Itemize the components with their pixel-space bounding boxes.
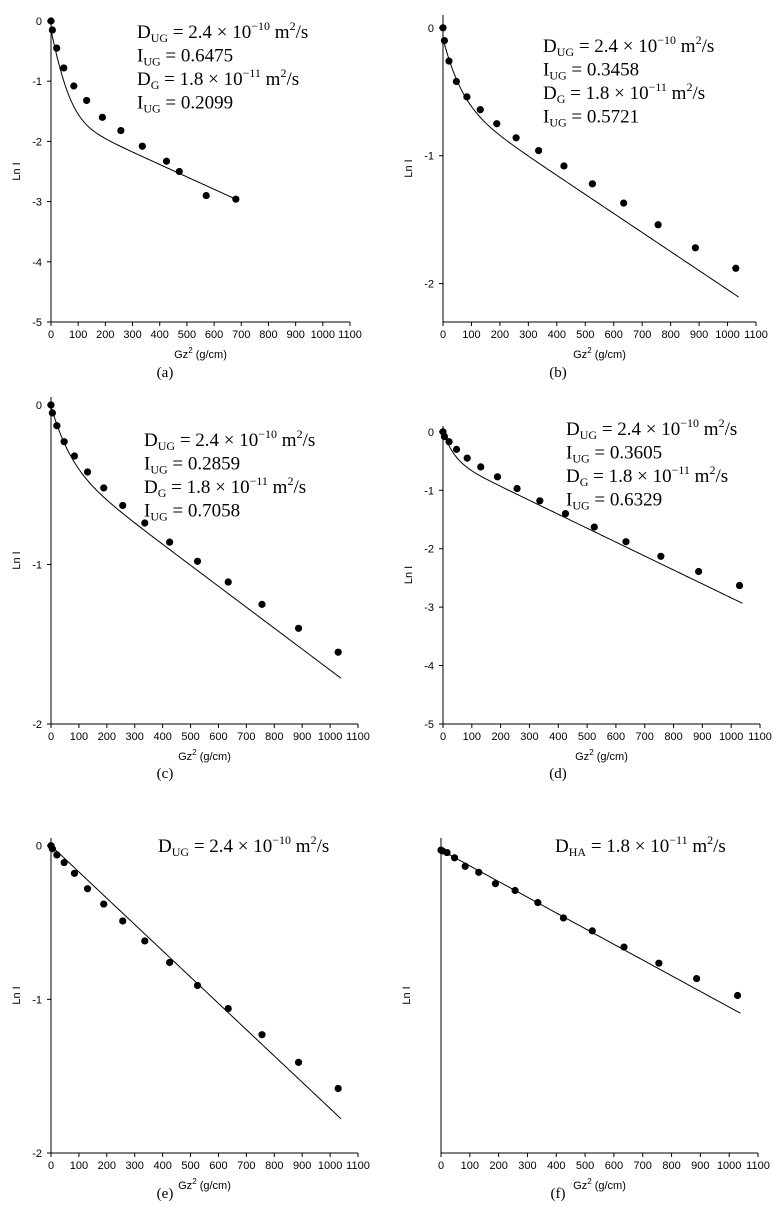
- data-point: [203, 192, 210, 199]
- data-point: [60, 64, 67, 71]
- data-point: [439, 24, 446, 31]
- y-tick-label: -1: [424, 150, 434, 163]
- data-point: [100, 900, 107, 907]
- panel-caption: (f): [550, 1186, 566, 1202]
- x-tick-label: 100: [69, 329, 88, 341]
- x-tick-label: 1000: [716, 1160, 742, 1172]
- x-tick-label: 800: [661, 329, 680, 341]
- data-point: [61, 438, 68, 445]
- x-tick-label: 900: [689, 329, 709, 341]
- x-tick-label: 300: [125, 1160, 144, 1172]
- y-tick-label: 0: [35, 840, 42, 853]
- x-tick-label: 800: [662, 1160, 681, 1172]
- y-axis-title: Ln I: [403, 159, 415, 178]
- x-tick-label: 500: [575, 1160, 595, 1172]
- y-axis-title: Ln I: [401, 986, 413, 1005]
- data-point: [100, 484, 107, 491]
- chart-panel-4: [393, 376, 774, 774]
- annotation-line: $I_{UG} = 0.3605$: [566, 442, 663, 466]
- data-point: [560, 914, 567, 921]
- data-point: [445, 57, 452, 64]
- y-tick-label: -3: [424, 602, 434, 615]
- x-tick-label: 200: [491, 731, 510, 743]
- x-tick-label: 600: [209, 1160, 228, 1172]
- y-tick-label: 0: [427, 426, 434, 439]
- data-point: [513, 485, 520, 492]
- x-tick-label: 800: [259, 329, 278, 341]
- x-tick-label: 0: [47, 1160, 55, 1172]
- data-point: [453, 446, 460, 453]
- x-tick-label: 200: [97, 731, 116, 743]
- annotation-line: $I_{UG} = 0.7058$: [144, 500, 241, 524]
- data-point: [70, 82, 77, 89]
- x-axis-title: Gz$^2$ (g/cm): [573, 346, 626, 361]
- x-tick-label: 300: [519, 329, 538, 341]
- y-tick-label: -2: [424, 278, 434, 291]
- data-point: [166, 539, 173, 546]
- data-point: [49, 26, 56, 33]
- data-point: [47, 17, 54, 24]
- y-tick-label: -2: [32, 136, 42, 149]
- data-point: [655, 960, 662, 967]
- x-tick-label: 400: [547, 1160, 566, 1172]
- x-tick-label: 1100: [744, 329, 768, 341]
- y-tick-label: 0: [35, 399, 42, 412]
- x-axis-title: Gz$^2$ (g/cm): [178, 1177, 231, 1192]
- data-point: [451, 854, 458, 861]
- annotation-line: $I_{UG} = 0.3458$: [543, 59, 640, 83]
- data-point: [463, 93, 470, 100]
- x-tick-label: 500: [181, 731, 200, 743]
- annotation-line: $D_G = 1.8 \times 10^{-11}$ $m^2/s$: [137, 66, 300, 92]
- data-point: [53, 851, 60, 858]
- data-point: [535, 147, 542, 154]
- data-point: [295, 625, 302, 632]
- data-point: [620, 199, 627, 206]
- data-point: [194, 558, 201, 565]
- data-point: [194, 982, 201, 989]
- data-point: [163, 158, 170, 165]
- y-tick-label: -1: [32, 994, 42, 1007]
- x-tick-label: 900: [293, 731, 312, 743]
- y-tick-label: -5: [32, 317, 42, 329]
- y-axis-title: Ln I: [11, 162, 23, 181]
- y-tick-label: -1: [32, 559, 42, 572]
- data-point: [258, 1031, 265, 1038]
- x-tick-label: 400: [549, 731, 568, 743]
- x-tick-label: 400: [153, 731, 172, 743]
- x-tick-label: 600: [604, 1160, 624, 1172]
- data-point: [464, 455, 471, 462]
- y-tick-label: -4: [424, 660, 434, 673]
- data-point: [657, 553, 664, 560]
- annotation-line: $D_G = 1.8 \times 10^{-11}$ $m^2/s$: [566, 463, 729, 489]
- y-axis-title: Ln I: [11, 986, 23, 1005]
- data-point: [166, 959, 173, 966]
- x-tick-label: 0: [439, 329, 447, 341]
- data-point: [83, 97, 90, 104]
- y-axis-title: Ln I: [403, 565, 415, 585]
- x-tick-label: 500: [576, 329, 595, 341]
- x-tick-label: 1000: [317, 731, 343, 743]
- data-point: [591, 523, 598, 530]
- chart-panel-2: [393, 0, 774, 372]
- data-point: [534, 899, 541, 906]
- y-tick-label: -1: [32, 76, 42, 89]
- x-tick-label: 600: [606, 731, 626, 743]
- data-point: [477, 463, 484, 470]
- data-point: [225, 578, 232, 585]
- x-tick-label: 200: [489, 1160, 508, 1172]
- data-point: [462, 863, 469, 870]
- x-tick-label: 600: [604, 329, 623, 341]
- data-point: [84, 468, 91, 475]
- data-point: [560, 162, 567, 169]
- panel-caption: (e): [156, 1186, 174, 1202]
- data-point: [453, 78, 460, 85]
- data-point: [511, 887, 518, 894]
- x-tick-label: 1000: [718, 731, 744, 743]
- x-tick-label: 400: [153, 1160, 172, 1172]
- x-tick-label: 1100: [338, 329, 362, 341]
- y-tick-label: 0: [427, 22, 434, 35]
- x-tick-label: 700: [237, 731, 256, 743]
- x-tick-label: 800: [265, 1160, 284, 1172]
- x-tick-label: 500: [177, 329, 197, 341]
- x-tick-label: 100: [460, 1160, 479, 1172]
- data-point: [692, 244, 699, 251]
- chart-panel-3: [1, 347, 408, 774]
- annotation-line: $D_{UG} = 2.4 \times 10^{-10}$ $m^2/s$: [137, 19, 309, 45]
- panel-caption: (a): [156, 365, 174, 381]
- data-point: [477, 106, 484, 113]
- data-point: [622, 538, 629, 545]
- x-tick-label: 500: [181, 1160, 200, 1172]
- y-tick-label: -2: [32, 719, 42, 731]
- x-tick-label: 200: [97, 1160, 116, 1172]
- y-tick-label: -3: [32, 196, 42, 209]
- data-point: [536, 497, 543, 504]
- x-tick-label: 0: [439, 731, 447, 743]
- x-tick-label: 900: [693, 731, 712, 743]
- data-point: [441, 37, 448, 44]
- annotation-line: $D_G = 1.8 \times 10^{-11}$ $m^2/s$: [543, 80, 706, 106]
- data-point: [732, 265, 739, 272]
- y-tick-label: -2: [424, 543, 434, 556]
- x-tick-label: 1000: [317, 1160, 343, 1172]
- x-axis-title: Gz$^2$ (g/cm): [174, 346, 227, 361]
- data-point: [225, 1005, 232, 1012]
- data-point: [493, 120, 500, 127]
- x-tick-label: 100: [69, 731, 89, 743]
- y-axis-title: Ln I: [11, 551, 23, 570]
- x-tick-label: 0: [47, 329, 55, 341]
- x-tick-label: 400: [547, 329, 566, 341]
- data-point: [589, 927, 596, 934]
- annotation-line: $I_{UG} = 0.2859$: [144, 453, 241, 477]
- annotation-line: $D_G = 1.8 \times 10^{-11}$ $m^2/s$: [144, 474, 307, 500]
- data-point: [119, 502, 126, 509]
- x-tick-label: 300: [520, 731, 539, 743]
- x-tick-label: 300: [518, 1160, 537, 1172]
- x-tick-label: 1000: [310, 329, 336, 341]
- x-tick-label: 300: [123, 329, 142, 341]
- data-point: [71, 452, 78, 459]
- data-point: [655, 221, 662, 228]
- data-point: [71, 870, 78, 877]
- y-tick-label: 0: [35, 16, 42, 28]
- data-point: [693, 975, 700, 982]
- data-point: [232, 196, 239, 203]
- data-point: [119, 917, 126, 924]
- x-tick-label: 400: [150, 329, 169, 341]
- x-axis-title: Gz$^2$ (g/cm): [573, 1177, 626, 1192]
- data-point: [84, 885, 91, 892]
- x-tick-label: 700: [232, 329, 251, 341]
- data-point: [139, 143, 146, 150]
- x-tick-label: 700: [633, 329, 652, 341]
- data-point: [258, 601, 265, 608]
- data-point: [295, 1059, 302, 1066]
- data-point: [443, 849, 450, 856]
- annotation-line: $I_{UG} = 0.5721$: [543, 106, 640, 130]
- y-tick-label: -4: [32, 256, 42, 269]
- data-point: [47, 401, 54, 408]
- x-tick-label: 900: [286, 329, 305, 341]
- chart-panel-5: [1, 788, 408, 1203]
- x-tick-label: 900: [293, 1160, 312, 1172]
- x-tick-label: 500: [577, 731, 597, 743]
- data-point: [117, 127, 124, 134]
- x-tick-label: 1100: [746, 1160, 770, 1172]
- x-tick-label: 300: [125, 731, 144, 743]
- annotation-line: $D_{UG} = 2.4 \times 10^{-10}$ $m^2/s$: [144, 427, 316, 453]
- x-tick-label: 0: [47, 731, 55, 743]
- data-point: [176, 168, 183, 175]
- x-tick-label: 100: [462, 731, 481, 743]
- x-tick-label: 1100: [346, 1160, 370, 1172]
- y-tick-label: -5: [424, 719, 434, 731]
- x-tick-label: 800: [265, 731, 284, 743]
- data-point: [99, 114, 106, 121]
- x-tick-label: 700: [635, 731, 654, 743]
- annotation-line: $I_{UG} = 0.6475$: [137, 45, 234, 69]
- annotation-line: $D_{UG} = 2.4 \times 10^{-10}$ $m^2/s$: [566, 416, 738, 442]
- x-tick-label: 200: [490, 329, 510, 341]
- y-tick-label: -1: [424, 485, 434, 498]
- annotation-line: $I_{UG} = 0.2099$: [137, 92, 234, 116]
- data-point: [734, 992, 741, 999]
- annotation-line: $D_{HA} = 1.8 \times 10^{-11}$ $m^2/s$: [555, 833, 726, 859]
- panel-caption: (c): [156, 766, 174, 782]
- annotation-line: $D_{UG} = 2.4 \times 10^{-10}$ $m^2/s$: [543, 33, 715, 59]
- x-tick-label: 100: [462, 329, 481, 341]
- annotation-line: $D_{UG} = 2.4 \times 10^{-10}$ $m^2/s$: [158, 833, 330, 859]
- x-tick-label: 1000: [715, 329, 740, 341]
- data-point: [141, 937, 148, 944]
- x-axis-title: Gz$^2$ (g/cm): [178, 748, 231, 763]
- data-point: [49, 845, 56, 852]
- data-point: [494, 473, 501, 480]
- x-tick-label: 0: [437, 1160, 445, 1172]
- x-tick-label: 700: [237, 1160, 256, 1172]
- data-point: [562, 510, 569, 517]
- data-point: [445, 438, 452, 445]
- data-point: [513, 134, 520, 141]
- data-point: [53, 44, 60, 51]
- panel-caption: (b): [549, 365, 567, 381]
- fit-curve: [51, 846, 341, 1119]
- x-tick-label: 800: [664, 731, 683, 743]
- chart-panel-6: [391, 788, 774, 1203]
- x-tick-label: 900: [691, 1160, 710, 1172]
- data-point: [49, 409, 56, 416]
- data-point: [620, 943, 627, 950]
- x-tick-label: 100: [69, 1160, 89, 1172]
- x-tick-label: 200: [96, 329, 115, 341]
- data-point: [695, 568, 702, 575]
- data-point: [335, 1085, 342, 1092]
- data-point: [335, 649, 342, 656]
- data-point: [492, 880, 499, 887]
- chart-panel-1: [1, 0, 400, 372]
- x-tick-label: 1100: [748, 731, 772, 743]
- data-point: [53, 422, 60, 429]
- x-tick-label: 700: [633, 1160, 652, 1172]
- data-point: [61, 859, 68, 866]
- x-axis-title: Gz$^2$ (g/cm): [575, 748, 628, 763]
- data-point: [475, 869, 482, 876]
- data-point: [736, 582, 743, 589]
- y-tick-label: -2: [32, 1148, 42, 1160]
- panel-caption: (d): [549, 766, 567, 782]
- annotation-line: $I_{UG} = 0.6329$: [566, 489, 663, 513]
- x-tick-label: 1100: [346, 731, 370, 743]
- data-point: [589, 180, 596, 187]
- x-tick-label: 600: [209, 731, 228, 743]
- x-tick-label: 600: [204, 329, 224, 341]
